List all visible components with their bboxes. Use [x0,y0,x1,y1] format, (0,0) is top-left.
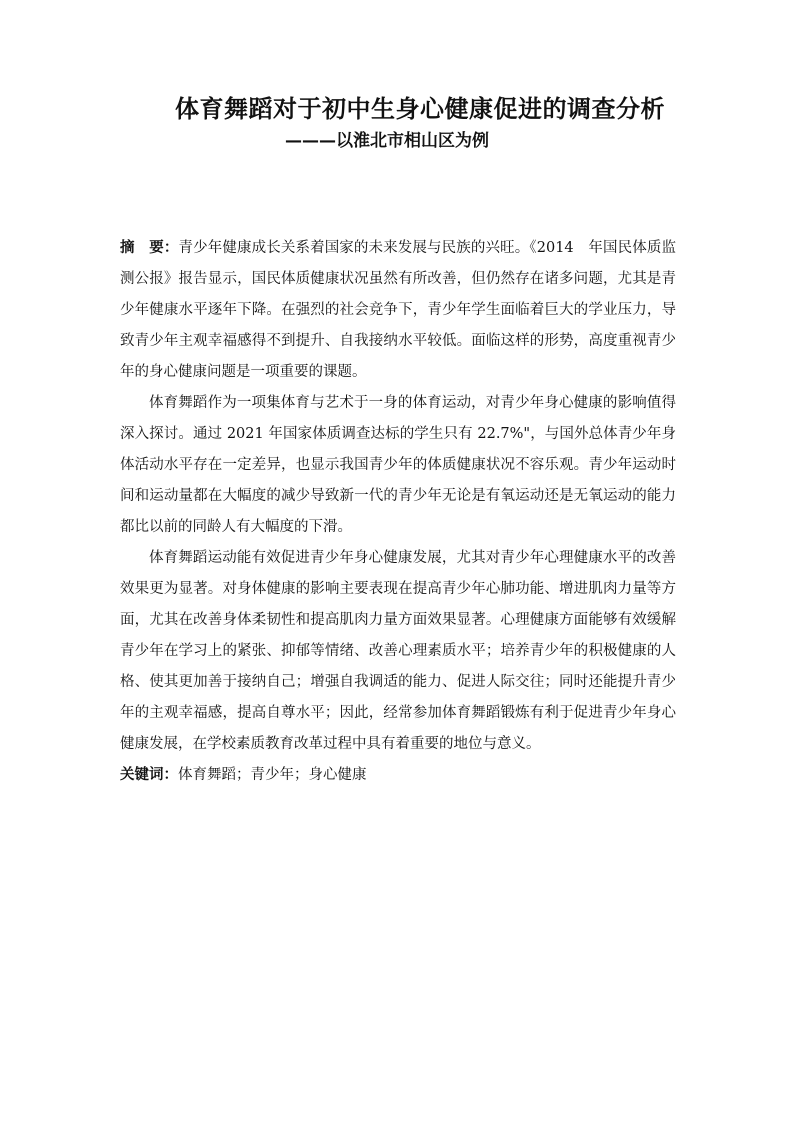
abstract-section [120,233,676,791]
abstract-label: 摘 要： [120,240,179,256]
paper-title: 体育舞蹈对于初中生身心健康促进的调查分析 [175,95,665,123]
keywords-label: 关键词： [120,767,178,783]
abstract-text-3: 体育舞蹈运动能有效促进青少年身心健康发展，尤其对青少年心理健康水平的改善效果更为显著。对身体健康的影响主要表现在提高青少年心肺功能、增进肌肉力量等方面，尤其在改善身体柔韧性和提高肌肉力量方面效果显著。心理健康方面能够有效缓解青少年在学习上的紧张、抑郁等情绪、改善心理素质水平；培养青少年的积极健康的人格、使其更加善于接纳自己；增强自我调适的能力、促进人际交往；同时还能提升青少年的主观幸福感，提高自尊水平；因此，经常参加体育舞蹈锻炼有利于促进青少年身心健康发展，在学校素质教育改革过程中具有着重要的地位与意义。 [120,550,676,752]
abstract-text-2: 体育舞蹈作为一项集体育与艺术于一身的体育运动，对青少年身心健康的影响值得深入探讨。通过 2021 年国家体质调查达标的学生只有 22.7%"，与国外总体青少年身体活动水平存在一定差异，也显示我国青少年的体质健康状况不容乐观。青少年运动时间和运动量都在大幅度的减少导致新一代的青少年无论是有氧运动还是无氧运动的能力都比以前的同龄人有大幅度的下滑。 [120,395,676,535]
keywords-text: 体育舞蹈；青少年；身心健康 [178,767,367,783]
abstract-paragraph-1 [120,233,676,388]
abstract-paragraph-3 [120,543,676,760]
paper-subtitle: ———以淮北市相山区为例 [285,131,489,151]
keywords-line [120,760,676,791]
abstract-text-1: 青少年健康成长关系着国家的未来发展与民族的兴旺。《2014 年国民体质监测公报》报告显示，国民体质健康状况虽然有所改善，但仍然存在诸多问题，尤其是青少年健康水平逐年下降。在强烈的社会竞争下，青少年学生面临着巨大的学业压力，导致青少年主观幸福感得不到提升、自我接纳水平较低。面临这样的形势，高度重视青少年的身心健康问题是一项重要的课题。 [120,240,676,380]
abstract-paragraph-2 [120,388,676,543]
